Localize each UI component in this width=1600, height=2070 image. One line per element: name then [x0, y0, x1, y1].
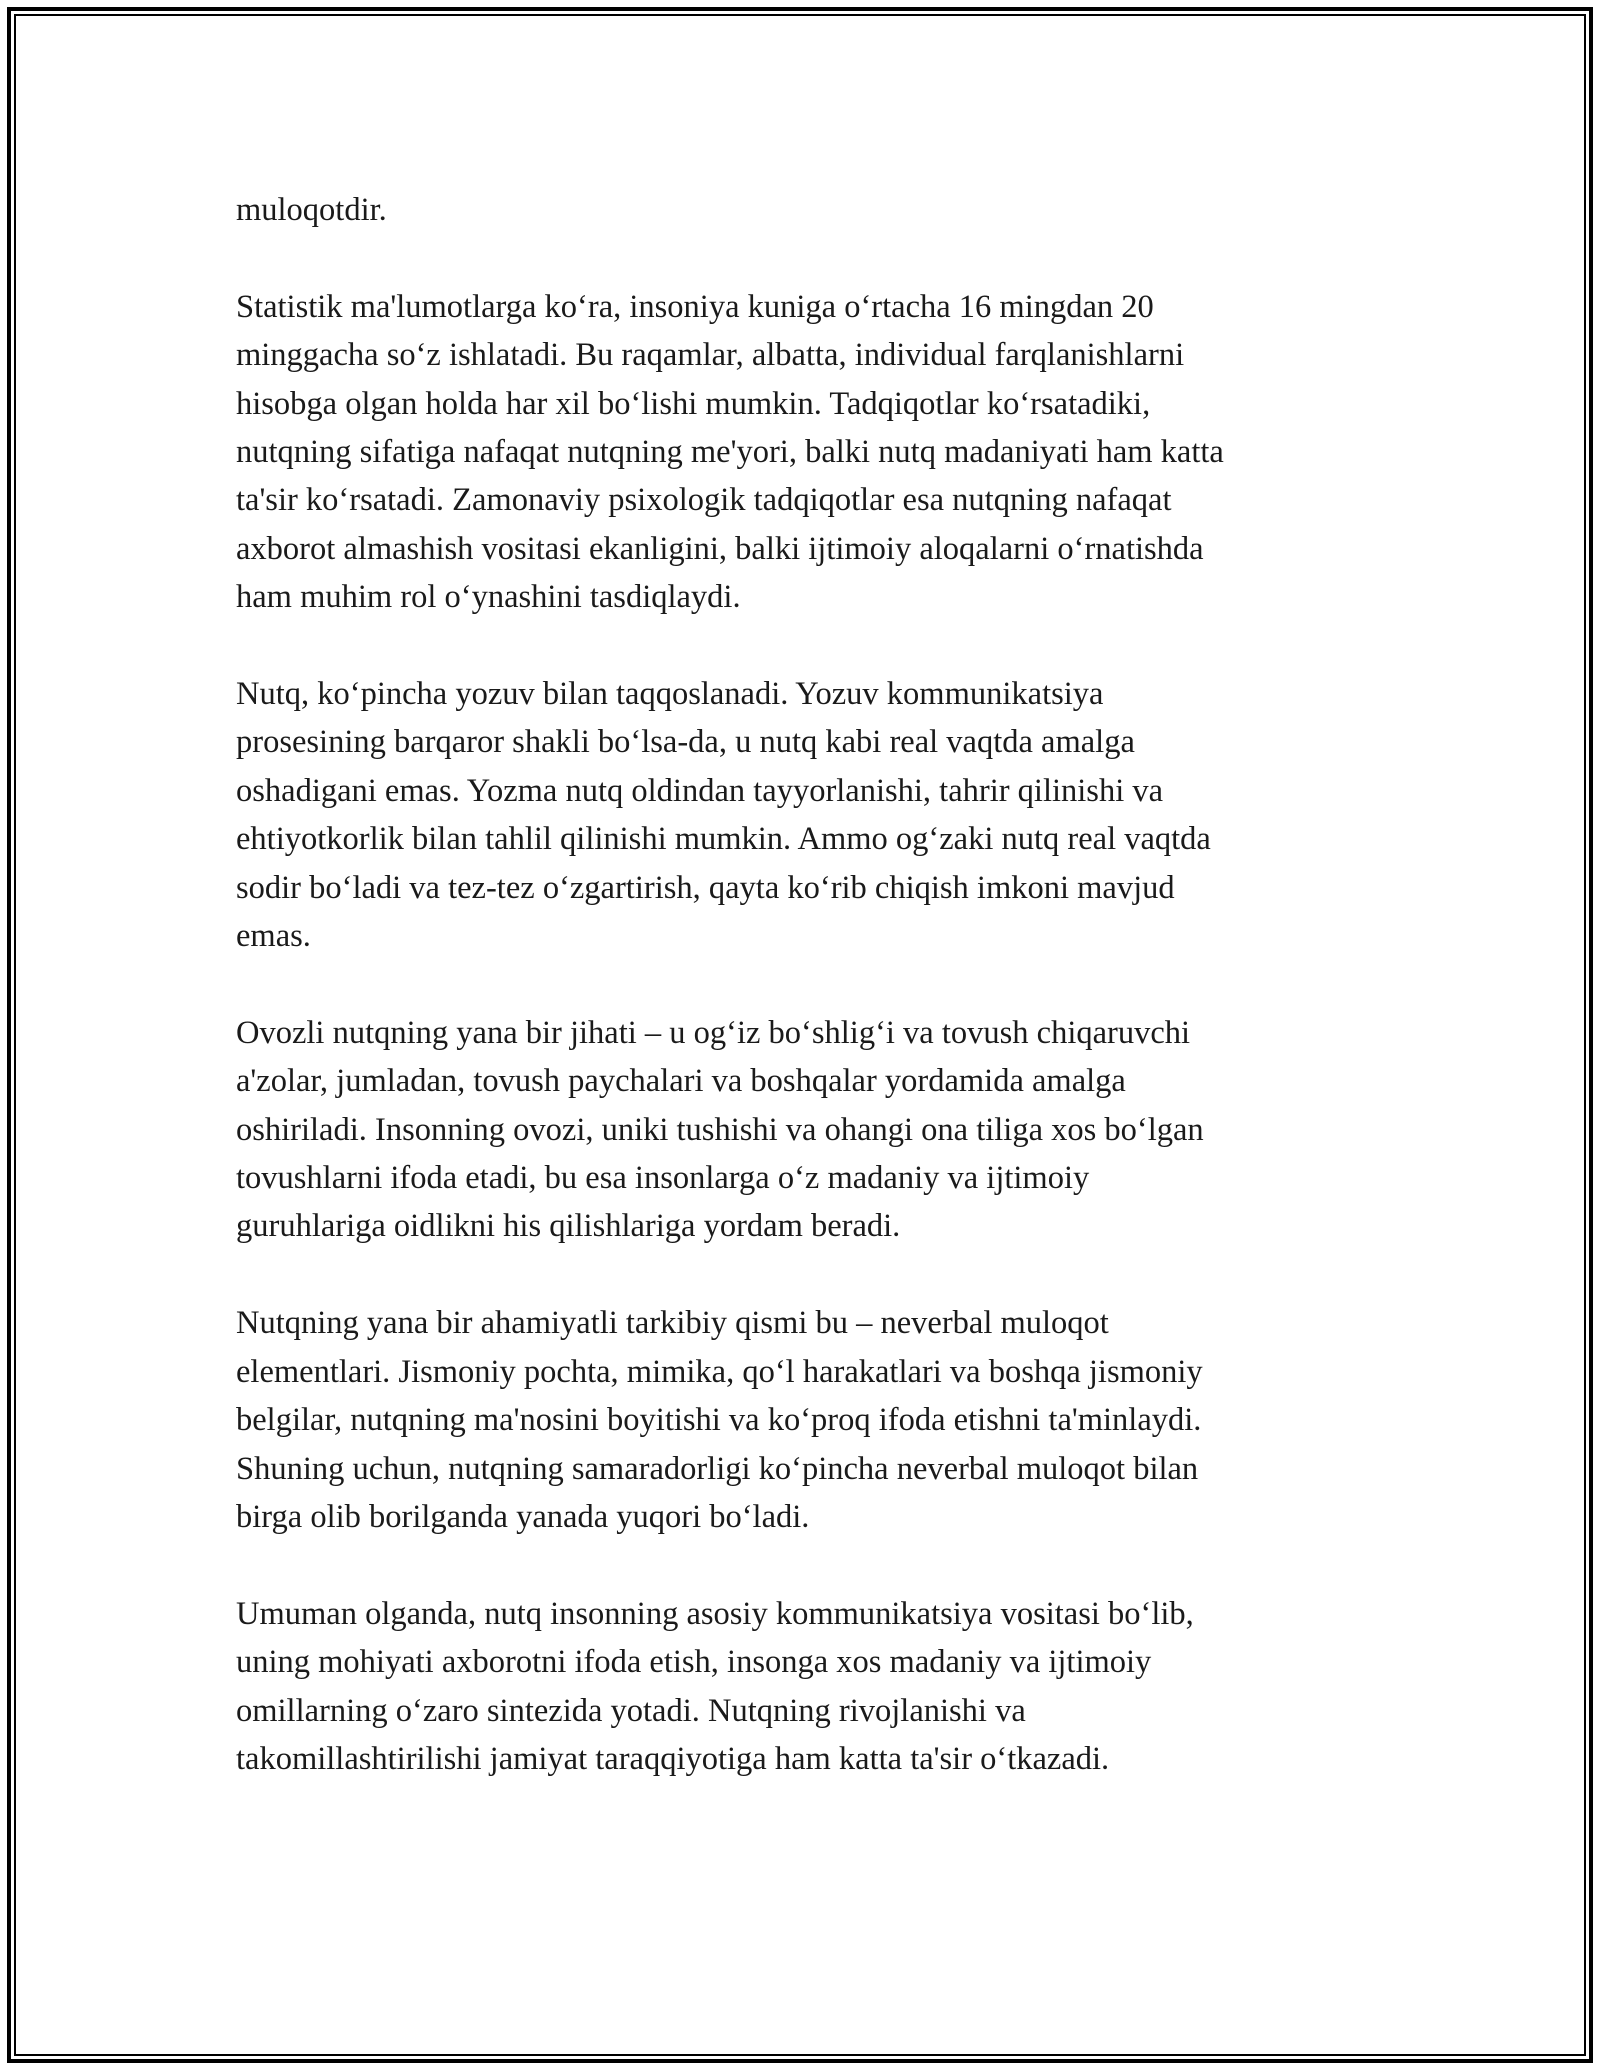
text-line: belgilar, nutqning ma'nosini boyitishi va ko‘proq ifoda etishni ta'minlaydi.: [236, 1402, 1202, 1439]
text-line: ehtiyotkorlik bilan tahlil qilinishi mumkin. Ammo og‘zaki nutq real vaqtda: [236, 821, 1211, 858]
text-line: sodir bo‘ladi va tez-tez o‘zgartirish, qayta ko‘rib chiqish imkoni mavjud: [236, 869, 1175, 906]
text-line: Nutq, ko‘pincha yozuv bilan taqqoslanadi. Yozuv kommunikatsiya: [236, 676, 1104, 713]
text-line: tovushlarni ifoda etadi, bu esa insonlarga o‘z madaniy va ijtimoiy: [236, 1160, 1090, 1197]
text-line: a'zolar, jumladan, tovush paychalari va boshqalar yordamida amalga: [236, 1063, 1126, 1100]
text-line: axborot almashish vositasi ekanligini, balki ijtimoiy aloqalarni o‘rnatishda: [236, 530, 1204, 567]
text-line: emas.: [236, 918, 311, 955]
text-line: hisobga olgan holda har xil bo‘lishi mumkin. Tadqiqotlar ko‘rsatadiki,: [236, 385, 1151, 422]
text-line: guruhlariga oidlikni his qilishlariga yordam beradi.: [236, 1208, 901, 1245]
text-line: ta'sir ko‘rsatadi. Zamonaviy psixologik tadqiqotlar esa nutqning nafaqat: [236, 482, 1172, 519]
text-line: minggacha so‘z ishlatadi. Bu raqamlar, albatta, individual farqlanishlarni: [236, 337, 1185, 374]
text-line: Ovozli nutqning yana bir jihati – u og‘iz bo‘shlig‘i va tovush chiqaruvchi: [236, 1014, 1191, 1051]
text-line: omillarning o‘zaro sintezida yotadi. Nutqning rivojlanishi va: [236, 1692, 1026, 1729]
paragraph-2: [236, 283, 1366, 622]
text-line: nutqning sifatiga nafaqat nutqning me'yori, balki nutq madaniyati ham katta: [236, 434, 1224, 471]
text-line: oshiriladi. Insonning ovozi, uniki tushishi va ohangi ona tiliga xos bo‘lgan: [236, 1111, 1204, 1148]
text-line: muloqotdir.: [236, 192, 387, 228]
text-line: birga olib borilganda yanada yuqori bo‘ladi.: [236, 1498, 810, 1535]
paragraph-5: [236, 1299, 1366, 1541]
text-line: takomillashtirilishi jamiyat taraqqiyotiga ham katta ta'sir o‘tkazadi.: [236, 1740, 1110, 1777]
text-line: Shuning uchun, nutqning samaradorligi ko‘pincha neverbal muloqot bilan: [236, 1450, 1199, 1487]
document-body: [236, 186, 1366, 1832]
text-line: uning mohiyati axborotni ifoda etish, insonga xos madaniy va ijtimoiy: [236, 1644, 1152, 1681]
text-line: ham muhim rol o‘ynashini tasdiqlaydi.: [236, 579, 741, 616]
text-line: Statistik ma'lumotlarga ko‘ra, insoniya kuniga o‘rtacha 16 mingdan 20: [236, 288, 1154, 325]
text-line: Nutqning yana bir ahamiyatli tarkibiy qismi bu – neverbal muloqot: [236, 1305, 1109, 1342]
text-line: Umuman olganda, nutq insonning asosiy kommunikatsiya vositasi bo‘lib,: [236, 1595, 1194, 1632]
paragraph-1: [236, 186, 1366, 234]
text-line: elementlari. Jismoniy pochta, mimika, qo‘l harakatlari va boshqa jismoniy: [236, 1353, 1203, 1390]
paragraph-6: [236, 1590, 1366, 1784]
paragraph-3: [236, 670, 1366, 960]
text-line: oshadigani emas. Yozma nutq oldindan tayyorlanishi, tahrir qilinishi va: [236, 772, 1164, 809]
text-line: prosesining barqaror shakli bo‘lsa-da, u nutq kabi real vaqtda amalga: [236, 724, 1135, 761]
paragraph-4: [236, 1009, 1366, 1251]
